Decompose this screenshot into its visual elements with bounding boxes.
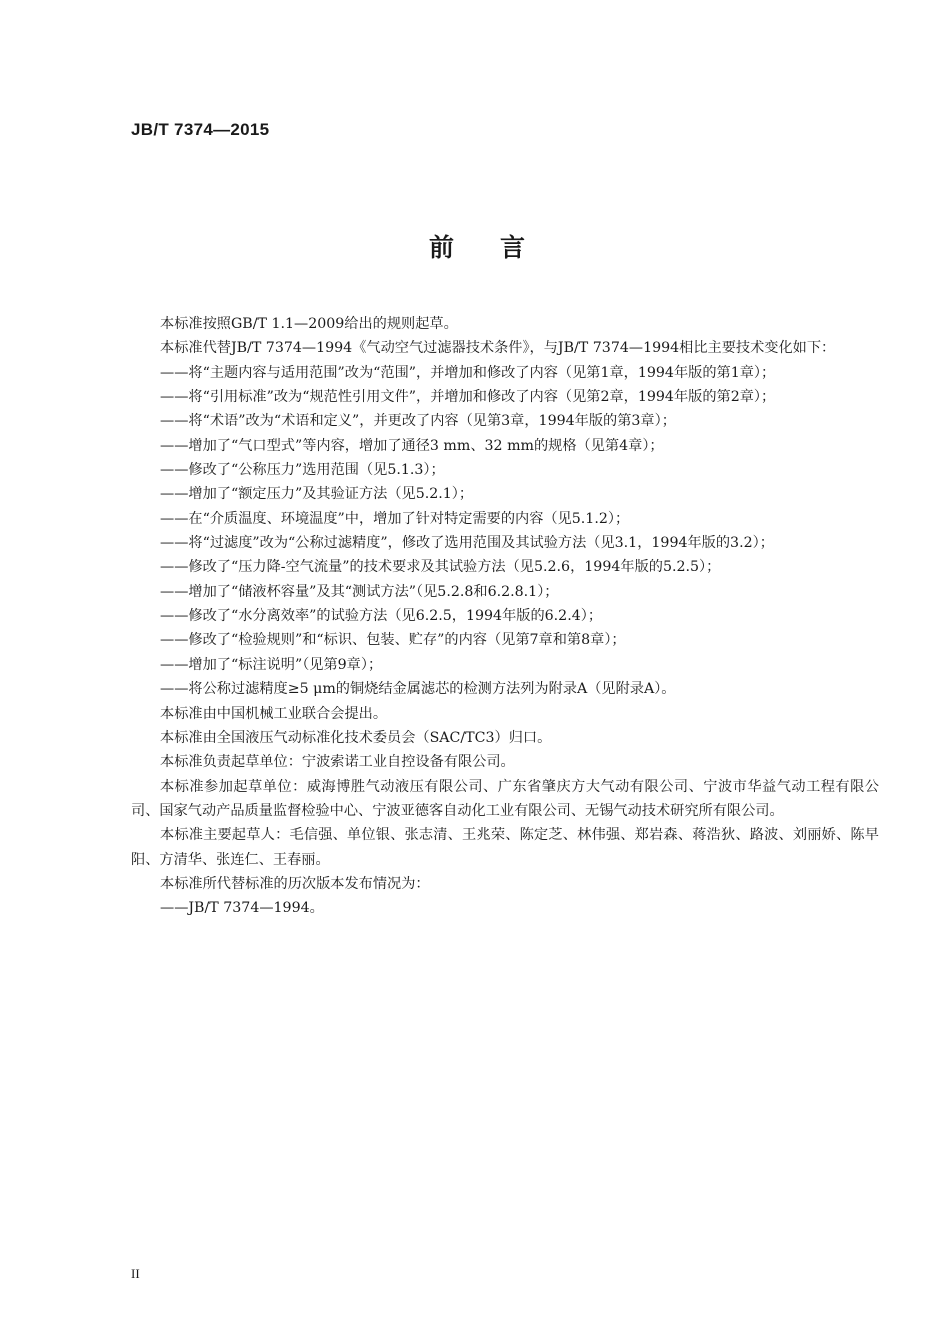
paragraph-main-drafters: 本标准主要起草人：毛信强、单位银、张志清、王兆荣、陈定芝、林伟强、郑岩森、蒋浩狄、路波、刘丽娇、陈早阳、方清华、张连仁、王春丽。 <box>131 827 879 868</box>
list-item: ——修改了“压力降-空气流量”的技术要求及其试验方法（见5.2.6，1994年版的5.2.5）； <box>160 559 721 576</box>
list-item: ——增加了“气口型式”等内容，增加了通径3 mm、32 mm的规格（见第4章）； <box>160 437 664 454</box>
list-item: ——修改了“水分离效率”的试验方法（见6.2.5，1994年版的6.2.4）； <box>160 608 603 625</box>
list-item: ——将公称过滤精度≥5 μm的铜烧结金属滤芯的检测方法列为附录A（见附录A）。 <box>160 681 676 698</box>
paragraph-replacement: 本标准代替JB/T 7374—1994《气动空气过滤器技术条件》，与JB/T 7374—1994相比主要技术变化如下： <box>160 340 836 357</box>
changes-list <box>131 361 879 702</box>
list-item: ——将“引用标准”改为“规范性引用文件”，并增加和修改了内容（见第2章，1994年版的第2章）； <box>160 389 776 406</box>
document-code: JB/T 7374—2015 <box>131 120 270 139</box>
list-item: ——将“主题内容与适用范围”改为“范围”，并增加和修改了内容（见第1章，1994年版的第1章）； <box>160 364 776 381</box>
page-title: 前言 <box>428 233 571 262</box>
list-item: ——增加了“标注说明”（见第9章）； <box>160 656 383 673</box>
paragraph-proposer: 本标准由中国机械工业联合会提出。 <box>160 705 388 722</box>
paragraph-lead-drafter: 本标准负责起草单位：宁波索诺工业自控设备有限公司。 <box>160 754 515 771</box>
list-item: ——修改了“检验规则”和“标识、包装、贮存”的内容（见第7章和第8章）； <box>160 632 626 649</box>
page-number: II <box>131 1266 140 1281</box>
paragraph-committee: 本标准由全国液压气动标准化技术委员会（SAC/TC3）归口。 <box>160 729 552 746</box>
list-item: ——增加了“额定压力”及其验证方法（见5.2.1）； <box>160 486 474 503</box>
list-item-history: ——JB/T 7374—1994。 <box>160 900 324 917</box>
list-item: ——增加了“储液杯容量”及其“测试方法”（见5.2.8和6.2.8.1）； <box>160 583 559 600</box>
paragraph-history-intro: 本标准所代替标准的历次版本发布情况为： <box>160 875 430 892</box>
list-item: ——将“过滤度”改为“公称过滤精度”，修改了选用范围及其试验方法（见3.1，1994年版的3.2）； <box>160 535 774 552</box>
list-item: ——修改了“公称压力”选用范围（见5.1.3）； <box>160 462 445 479</box>
paragraph-participating-drafters: 本标准参加起草单位：威海博胜气动液压有限公司、广东省肇庆方大气动有限公司、宁波市华益气动工程有限公司、国家气动产品质量监督检验中心、宁波亚德客自动化工业有限公司、无锡气动技术研究所有限公司。 <box>131 778 879 819</box>
list-item: ——将“术语”改为“术语和定义”，并更改了内容（见第3章，1994年版的第3章）； <box>160 413 676 430</box>
paragraph-drafting-rules: 本标准按照GB/T 1.1—2009给出的规则起草。 <box>160 316 458 332</box>
foreword-body <box>131 312 879 921</box>
list-item: ——在“介质温度、环境温度”中，增加了针对特定需要的内容（见5.1.2）； <box>160 510 630 527</box>
